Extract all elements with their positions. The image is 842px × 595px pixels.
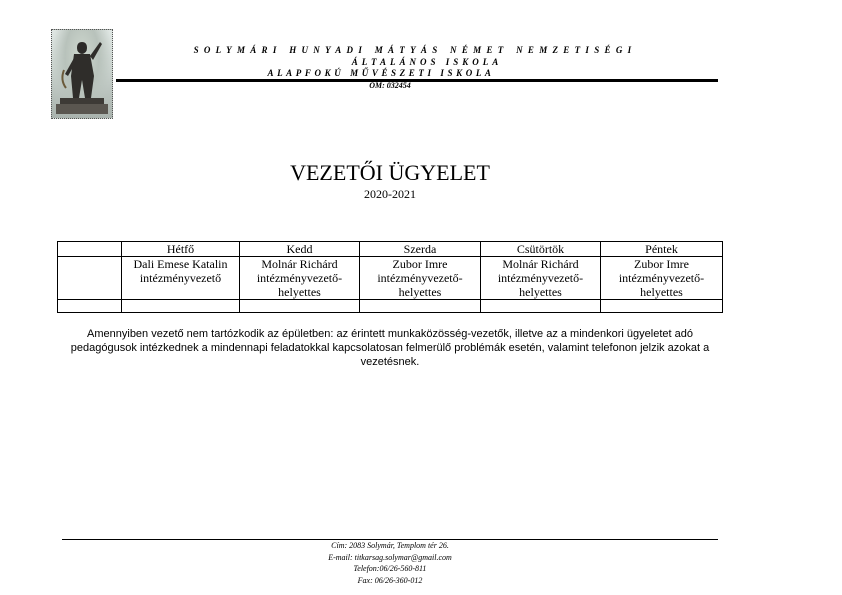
footer-contact xyxy=(290,540,490,586)
header-cell-tuesday: Kedd xyxy=(240,242,360,257)
table-cell xyxy=(58,257,122,300)
table-cell: Molnár Richárd intézményvezető- helyettes xyxy=(481,257,601,300)
footer-email: E-mail: titkarsag.solymar@gmail.com xyxy=(328,552,452,562)
footer-fax: Fax: 06/26-360-012 xyxy=(357,575,423,585)
table-cell xyxy=(58,300,122,313)
table-cell xyxy=(601,300,723,313)
table-cell: Zubor Imre intézményvezető- helyettes xyxy=(601,257,723,300)
table-cell: Dali Emese Katalin intézményvezető xyxy=(122,257,240,300)
school-name-line-2: ÁLTALÁNOS ISKOLA xyxy=(351,57,503,67)
table-cell: Zubor Imre intézményvezető- helyettes xyxy=(360,257,481,300)
school-name-line-3: ALAPFOKÚ MŰVÉSZETI ISKOLA xyxy=(267,68,495,78)
header-cell-thursday: Csütörtök xyxy=(481,242,601,257)
header-cell-friday: Péntek xyxy=(601,242,723,257)
table-header-row xyxy=(58,242,723,257)
page-title: VEZETŐI ÜGYELET xyxy=(290,160,490,185)
school-name-line-1: SOLYMÁRI HUNYADI MÁTYÁS NÉMET NEMZETISÉGI xyxy=(193,45,637,55)
table-cell xyxy=(240,300,360,313)
table-row xyxy=(58,257,723,300)
substitution-note: Amennyiben vezető nem tartózkodik az épületben: az érintett munkaközösség-vezetők, illetve az a mindenkori ügyeletet adó pedagógusok intézkednek a mindennapi feladatokkal kapcsolatosan felmerülő problémák esetén, valamint telefonon jelzik azokat a vezetésnek. xyxy=(70,328,710,368)
footer-address: Cím: 2083 Solymár, Templom tér 26. xyxy=(331,541,449,550)
table-cell: Molnár Richárd intézményvezető- helyettes xyxy=(240,257,360,300)
header-cell-wednesday: Szerda xyxy=(360,242,481,257)
table-cell xyxy=(122,300,240,313)
school-year: 2020-2021 xyxy=(364,187,416,201)
header-cell-empty xyxy=(58,242,122,257)
header-cell-monday: Hétfő xyxy=(122,242,240,257)
footer-phone: Telefon:06/26-560-811 xyxy=(353,564,427,573)
table-cell xyxy=(360,300,481,313)
table-cell xyxy=(481,300,601,313)
om-identifier: OM: 032454 xyxy=(369,81,411,90)
table-row xyxy=(58,300,723,313)
duty-schedule-table xyxy=(57,241,723,313)
